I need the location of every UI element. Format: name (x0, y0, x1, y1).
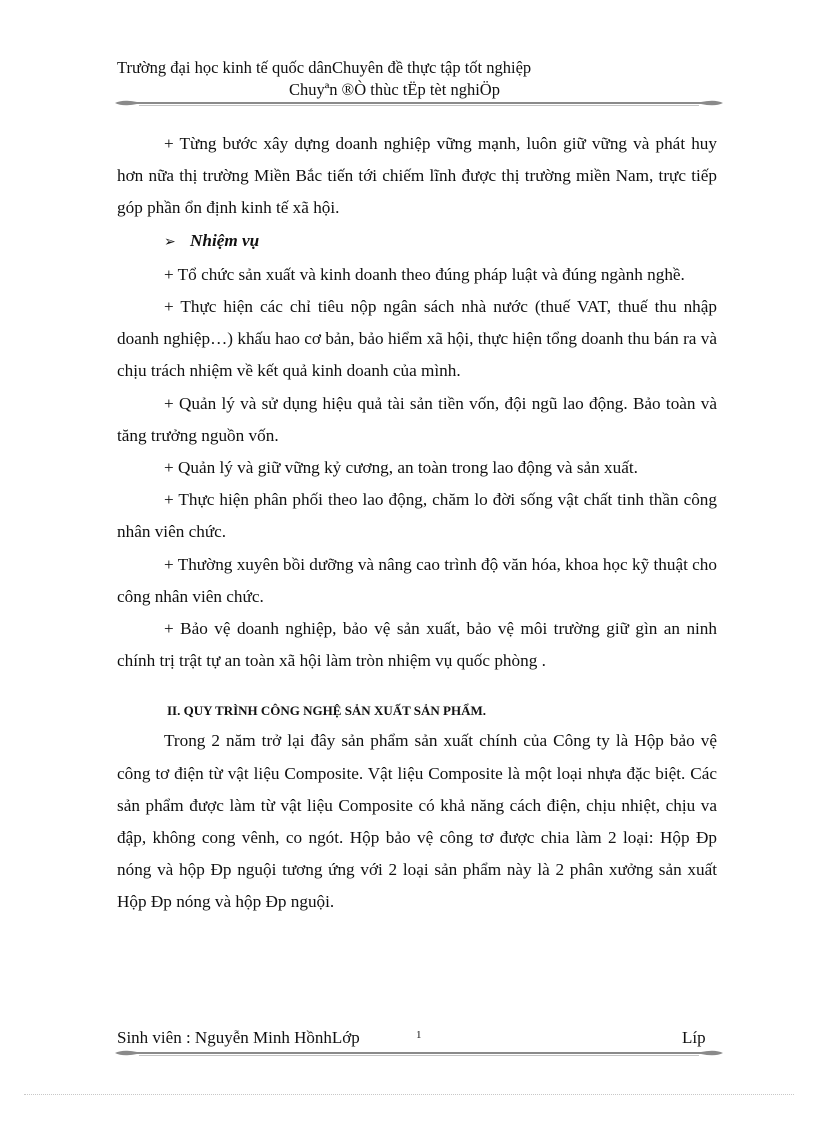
paragraph-duty-2: + Thực hiện các chỉ tiêu nộp ngân sách nhà nước (thuế VAT, thuế thu nhập doanh nghiệp…) khấu hao cơ bản, bảo hiểm xã hội, thực hiện tổng doanh thu bán ra và chịu trách nhiệm về kết quả kinh doanh của mình. (117, 297, 717, 381)
heading-duty-text: Nhiệm vụ (190, 230, 260, 250)
paragraph-duty-1: + Tổ chức sản xuất và kinh doanh theo đúng pháp luật và đúng ngành nghề. (164, 264, 685, 284)
paragraph-duty-6: + Thường xuyên bồi dưỡng và nâng cao trình độ văn hóa, khoa học kỹ thuật cho công nhân viên chức. (117, 554, 717, 606)
section-title: II. QUY TRÌNH CÔNG NGHỆ SẢN XUẤT SẢN PHẨM. (167, 703, 487, 719)
paragraph-duty-5: + Thực hiện phân phối theo lao động, chăm lo đời sống vật chất tinh thần công nhân viên chức. (117, 490, 717, 542)
header-line-1: Trường đại học kinh tế quốc dânChuyên đề thực tập tốt nghiệp (117, 58, 532, 77)
paragraph-duty-4: + Quản lý và giữ vững kỷ cương, an toàn trong lao động và sản xuất. (164, 458, 638, 478)
header-divider (115, 99, 723, 107)
page-bottom-dotted-line (24, 1094, 794, 1095)
heading-duty (117, 225, 717, 259)
paragraph-growth: + Từng bước xây dựng doanh nghiệp vững mạnh, luôn giữ vững và phát huy hơn nữa thị trường Miền Bắc tiến tới chiếm lĩnh được thị trường miền Nam, trực tiếp góp phần ổn định kinh tế xã hội. (117, 134, 717, 218)
paragraph-duty-3: + Quản lý và sử dụng hiệu quả tài sản tiền vốn, đội ngũ lao động. Bảo toàn và tăng trưởng nguồn vốn. (117, 393, 717, 445)
paragraph-process: Trong 2 năm trở lại đây sản phẩm sản xuất chính của Công ty là Hộp bảo vệ công tơ điện từ vật liệu Composite. Vật liệu Composite là một loại nhựa đặc biệt. Các sản phẩm được làm từ vật liệu Composite có khả năng cách điện, chịu nhiệt, chịu va đập, không cong vênh, co ngót. Hộp bảo vệ công tơ được chia làm 2 loại: Hộp Đp nóng và hộp Đp nguội tương ứng với 2 loại sản phẩm này là 2 phân xưởng sản xuất Hộp Đp nóng và hộp Đp nguội. (117, 731, 717, 912)
footer-class: Líp (682, 1028, 706, 1047)
footer-divider (115, 1049, 723, 1057)
header-line-2: Chuyªn ®Ò thùc tËp tèt nghiÖp (289, 80, 500, 99)
page-number: 1 (416, 1029, 422, 1041)
arrow-bullet-icon: ➢ (164, 234, 176, 250)
document-body (117, 128, 717, 919)
footer-student: Sinh viên : Nguyễn Minh HồnhLớp (117, 1028, 360, 1047)
paragraph-duty-7: + Bảo vệ doanh nghiệp, bảo vệ sản xuất, bảo vệ môi trường giữ gìn an ninh chính trị trật tự an toàn xã hội làm tròn nhiệm vụ quốc phòng . (117, 619, 717, 671)
